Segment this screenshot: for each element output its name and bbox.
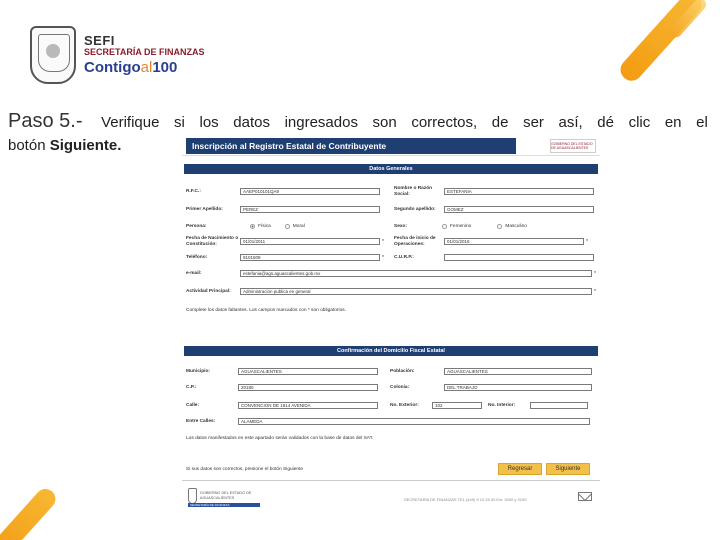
domicilio-note: Los datos manifestados en este apartado serán validados con la base de datos del SAT. (186, 436, 374, 441)
calle-field[interactable]: CONVENCION DE 1914 AVENIDA (238, 402, 378, 409)
municipio-field[interactable]: AGUASCALIENTES (238, 368, 378, 375)
segundo-apellido-field[interactable]: GOMEZ (444, 206, 594, 213)
section-domicilio-fiscal: Confirmación del Domicilio Fiscal Estatal (184, 346, 598, 356)
no-exterior-field[interactable]: 102 (432, 402, 482, 409)
form-title: Inscripción al Registro Estatal de Contribuyente (186, 138, 516, 154)
segundo-apellido-label: Segundo apellido: (394, 207, 436, 212)
siguiente-button[interactable]: Siguiente (546, 463, 590, 475)
instruction-word: datos (233, 114, 270, 131)
curp-label: C.U.R.P.: (394, 255, 414, 260)
instruction-word: si (174, 114, 185, 131)
rfc-field[interactable]: AAEP010101QA9 (240, 188, 380, 195)
telefono-label: Teléfono: (186, 255, 208, 260)
colonia-label: Colonia: (390, 385, 410, 390)
state-seal-icon (30, 26, 76, 84)
logo-sefi: SEFI (84, 33, 115, 49)
entre-calles-field[interactable]: ALAMEDA (238, 418, 590, 425)
instruction-word: son (372, 114, 397, 131)
footer-logo: GOBIERNO DEL ESTADO DE AGUASCALIENTES SECRETARÍA DE FINANZAS (188, 484, 260, 508)
sexo-femenino-radio[interactable]: Femenino (442, 224, 471, 229)
cp-field[interactable]: 20180 (238, 384, 378, 391)
no-interior-label: No. Interior: (488, 403, 516, 408)
section-datos-generales: Datos Generales (184, 164, 598, 174)
calle-label: Calle: (186, 403, 200, 408)
nombre-field[interactable]: ESTEFANIA (444, 188, 594, 195)
instruction-word: clic (628, 114, 651, 131)
footer-seal-icon (188, 488, 197, 504)
regresar-button[interactable]: Regresar (498, 463, 542, 475)
email-label: e-mail: (186, 271, 202, 276)
registration-form: Inscripción al Registro Estatal de Contribuyente GOBIERNO DEL ESTADO DE AGUASCALIENTES Datos Generales R.F.C.: AAEP010101QA9 Nombre o Razón Social: ESTEFANIA Primer Apellido: PEREZ Segundo apellido: GOMEZ Persona: Física Moral Sexo: Femenino Masculino Fecha de Nacimiento o Constitución: 01/01/2011 * Fecha de inicio de Operaciones: 01/01/2016 * Teléfono: 9101509 * C.U.R.P.: e-mail: estefania@ags.aguascalientes.gob.mx * Actividad Principal: Administración publica en general * Complete los datos faltantes. Los campos marcados con * son obligatorios. Confirmación del Domicilio Fiscal Estatal Municipio: AGUASCALIENTES Población: AGUASCALIENTES C.P.: 20180 Colonia: DEL TRABAJO Calle: CONVENCION DE 1914 AVENIDA No. Exterior: 102 No. Interior: Entre Calles: ALAMEDA Los datos manifestados en este apartado serán validados con la base de datos del SAT. Si sus datos son correctos, presione el botón Siguiente Regresar Siguiente GOBIERNO DEL ESTADO DE AGUASCALIENTES SECRETARÍA DE FINANZAS SECRETARÍA DE FINANZAS TEL (449) 9 10 25 00 Ext. 3000 y 3100 (182, 136, 600, 516)
municipio-label: Municipio: (186, 369, 210, 374)
instruction-word: Verifique (101, 114, 160, 131)
telefono-field[interactable]: 9101509 (240, 254, 380, 261)
entre-calles-label: Entre Calles: (186, 419, 216, 424)
instruction-word: el (696, 114, 708, 131)
instruction-word: ingresados (284, 114, 358, 131)
persona-moral-radio[interactable]: Moral (285, 224, 305, 229)
no-interior-field[interactable] (530, 402, 588, 409)
email-field[interactable]: estefania@ags.aguascalientes.gob.mx (240, 270, 592, 277)
persona-label: Persona: (186, 224, 207, 229)
government-logo: GOBIERNO DEL ESTADO DE AGUASCALIENTES (550, 139, 596, 153)
rfc-label: R.F.C.: (186, 189, 201, 194)
colonia-field[interactable]: DEL TRABAJO (444, 384, 592, 391)
datos-note: Complete los datos faltantes. Los campos marcados con * son obligatorios. (186, 308, 346, 313)
actividad-select[interactable]: Administración publica en general (240, 288, 592, 295)
fecha-inicio-label: Fecha de inicio de Operaciones: (394, 236, 436, 247)
nombre-label: Nombre o Razón Social: (394, 186, 433, 197)
fecha-nacimiento-label: Fecha de Nacimiento o Constitución: (186, 236, 239, 247)
instruction-word: de (491, 114, 509, 131)
siguiente-word: Siguiente. (49, 137, 122, 154)
sexo-masculino-radio[interactable]: Masculino (497, 224, 527, 229)
instruction-word: así, (558, 114, 583, 131)
instruction-word: ser (523, 114, 544, 131)
primer-apellido-field[interactable]: PEREZ (240, 206, 380, 213)
curp-field[interactable] (444, 254, 594, 261)
instruction-line-2: botón Siguiente. (8, 137, 122, 154)
no-exterior-label: No. Exterior: (390, 403, 419, 408)
decorative-stroke (0, 485, 60, 540)
persona-fisica-radio[interactable]: Física (250, 224, 271, 229)
primer-apellido-label: Primer Apellido: (186, 207, 223, 212)
instruction-word: los (199, 114, 219, 131)
poblacion-label: Población: (390, 369, 415, 374)
mail-icon[interactable] (578, 492, 592, 501)
fecha-nacimiento-field[interactable]: 01/01/2011 (240, 238, 380, 245)
logo-contigo: Contigoal100 (84, 59, 178, 77)
cp-label: C.P.: (186, 385, 197, 390)
step-number: Paso 5.- (8, 110, 83, 132)
sexo-label: Sexo: (394, 224, 408, 229)
instruction-word: en (664, 114, 682, 131)
poblacion-field[interactable]: AGUASCALIENTES (444, 368, 592, 375)
logo-secretaria: SECRETARÍA DE FINANZAS (84, 46, 205, 57)
sefi-logo (30, 26, 205, 84)
instruction-word: dé (597, 114, 614, 131)
bottom-note: Si sus datos son correctos, presione el botón Siguiente (186, 467, 304, 472)
instruction-text (8, 110, 708, 133)
fecha-inicio-field[interactable]: 01/01/2016 (444, 238, 584, 245)
footer-contact: SECRETARÍA DE FINANZAS TEL (449) 9 10 25 00 Ext. 3000 y 3100 (404, 497, 527, 502)
actividad-label: Actividad Principal: (186, 289, 231, 294)
footer-divider (182, 480, 600, 481)
instruction-word: correctos, (411, 114, 478, 131)
